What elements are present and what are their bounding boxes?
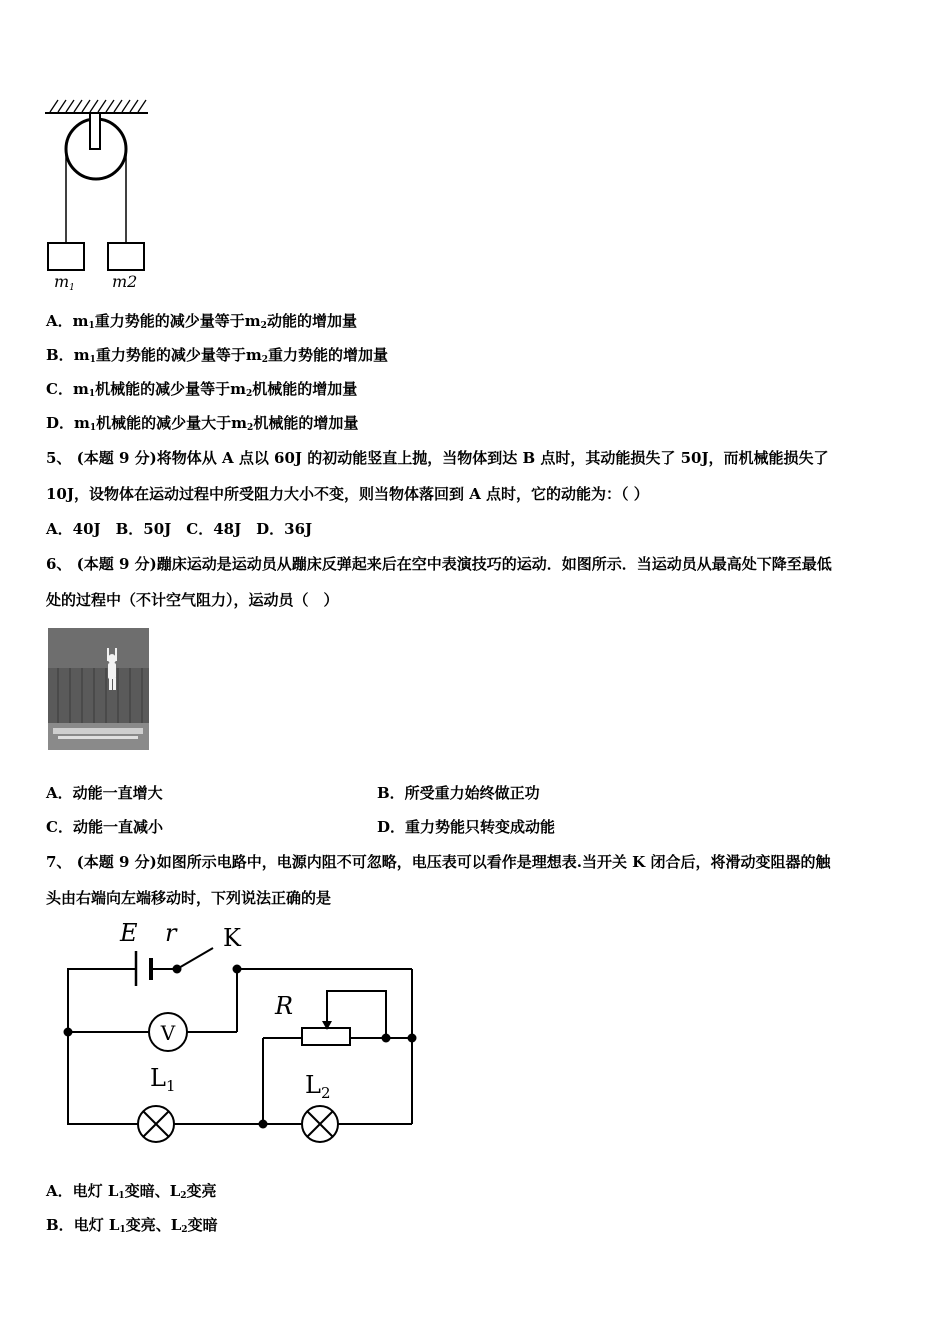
- label-m1: m1: [54, 272, 75, 293]
- q6-option-a: A．动能一直增大: [46, 784, 163, 802]
- q6-stem-line2: 处的过程中（不计空气阻力），运动员（ ）: [46, 591, 339, 609]
- q7-option-a: A．电灯 $L_1$变暗、$L_2$变亮: [46, 1182, 217, 1201]
- label-switch-k: K: [223, 924, 241, 952]
- lamp-l2: [302, 1106, 338, 1142]
- label-rheostat-r: R: [275, 992, 294, 1020]
- q5-stem-line2: 10J，设物体在运动过程中所受阻力大小不变，则当物体落回到 A 点时，它的动能为：（ ）: [46, 485, 649, 503]
- q4-option-a: A．$m_1$重力势能的减少量等于$m_2$动能的增加量: [46, 312, 357, 331]
- voltmeter-label: V: [160, 1021, 176, 1045]
- q6-option-b: B．所受重力始终做正功: [377, 784, 540, 802]
- lamp-l1: [138, 1106, 174, 1142]
- label-m2: m2: [112, 272, 138, 291]
- q7-stem-line2: 头由右端向左端移动时，下列说法正确的是: [46, 889, 332, 907]
- trampoline-photo: [48, 628, 149, 750]
- q6-option-d: D．重力势能只转变成动能: [377, 818, 556, 836]
- label-emf: E: [120, 919, 138, 947]
- q6-stem-line1: 6、 (本题 9 分)蹦床运动是运动员从蹦床反弹起来后在空中表演技巧的运动．如图所示．当运动员从最高处下降至最低: [46, 555, 832, 573]
- q7-option-b: B．电灯 $L_1$变亮、$L_2$变暗: [46, 1216, 218, 1235]
- q4-option-d: D．$m_1$机械能的减少量大于$m_2$机械能的增加量: [46, 414, 359, 433]
- label-lamp-l2: $L_2$: [305, 1071, 331, 1102]
- mass-block-m1: [48, 243, 84, 270]
- label-lamp-l1: $L_1$: [150, 1064, 176, 1095]
- q6-option-c: C．动能一直减小: [46, 818, 163, 836]
- q5-options: A．40J B．50J C．48J D．36J: [46, 520, 313, 538]
- q4-option-b: B．$m_1$重力势能的减少量等于$m_2$重力势能的增加量: [46, 346, 388, 365]
- label-internal-resistance: r: [165, 919, 177, 947]
- q7-stem-line1: 7、 (本题 9 分)如图所示电路中，电源内阻不可忽略，电压表可以看作是理想表.当开关 K 闭合后，将滑动变阻器的触: [46, 853, 831, 871]
- pulley-figure: [40, 95, 160, 295]
- q4-option-c: C．$m_1$机械能的减少量等于$m_2$机械能的增加量: [46, 380, 358, 399]
- q5-stem-line1: 5、 (本题 9 分)将物体从 A 点以 60J 的初动能竖直上抛，当物体到达 B 点时，其动能损失了 50J，而机械能损失了: [46, 449, 829, 467]
- rheostat-resistor: [302, 1028, 350, 1045]
- mass-block-m2: [108, 243, 144, 270]
- pulley-axle-bracket: [90, 113, 100, 149]
- circuit-diagram: [55, 918, 430, 1148]
